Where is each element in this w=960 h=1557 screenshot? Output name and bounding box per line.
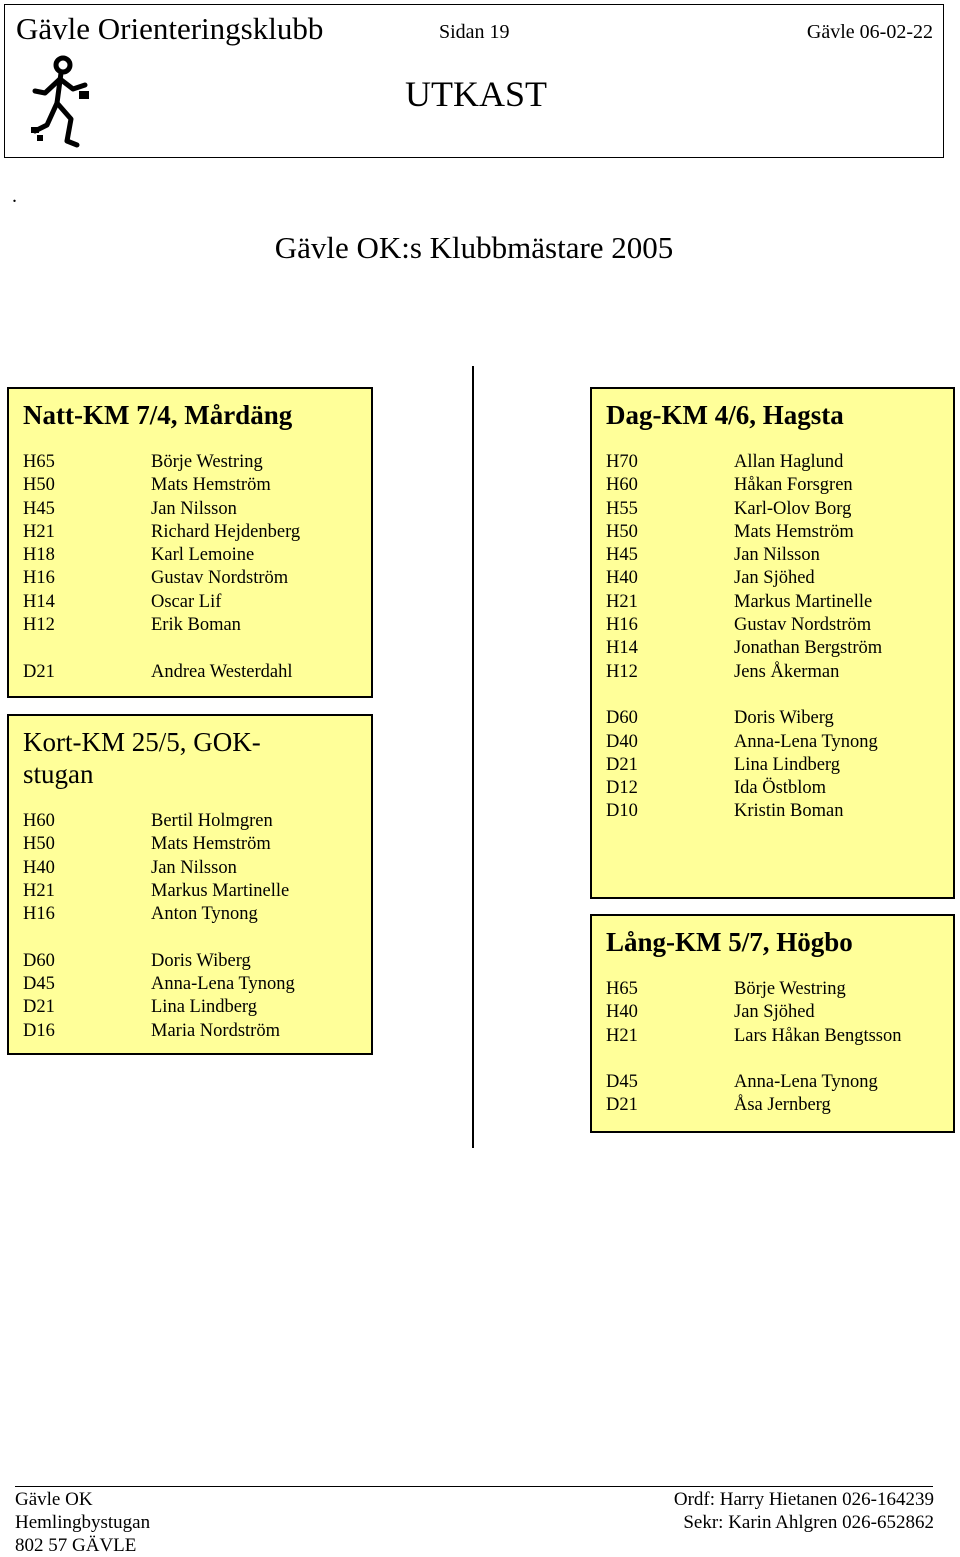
- class-label: H14: [23, 591, 55, 612]
- result-row: [606, 474, 939, 497]
- result-row: [606, 614, 939, 637]
- footer-location: Hemlingbystugan: [15, 1512, 151, 1533]
- winner-name: Anna-Lena Tynong: [734, 1072, 878, 1093]
- winner-name: Oscar Lif: [151, 591, 222, 612]
- column-divider: [472, 366, 474, 1148]
- natt-km-panel: [7, 387, 373, 698]
- club-name: Gävle Orienteringsklubb: [16, 11, 324, 46]
- winner-name: Richard Hejdenberg: [151, 521, 301, 542]
- winner-name: Doris Wiberg: [151, 950, 251, 971]
- winner-name: Börje Westring: [734, 979, 846, 999]
- result-row: [606, 544, 939, 567]
- class-label: D21: [23, 997, 55, 1018]
- winner-name: Jan Sjöhed: [734, 1002, 815, 1023]
- class-label: H21: [23, 880, 55, 901]
- result-row: [606, 800, 939, 823]
- result-row: [23, 498, 357, 521]
- result-row: [23, 591, 357, 614]
- winner-name: Jan Nilsson: [151, 498, 237, 519]
- result-row: [23, 880, 357, 903]
- winner-name: Jonathan Bergström: [734, 638, 883, 659]
- result-row: [606, 1001, 939, 1024]
- result-row: [606, 1071, 939, 1094]
- kort-km-heading: Kort-KM 25/5, GOK- stugan: [23, 727, 261, 789]
- winner-name: Markus Martinelle: [734, 591, 873, 612]
- class-label: H14: [606, 638, 638, 659]
- class-label: D40: [606, 731, 638, 752]
- result-row: [23, 661, 357, 684]
- class-label: H16: [606, 615, 638, 636]
- class-label: H16: [23, 904, 55, 925]
- winner-name: Anna-Lena Tynong: [151, 974, 295, 995]
- lang-km-heading: Lång-KM 5/7, Högbo: [606, 927, 853, 957]
- winner-name: Åsa Jernberg: [734, 1095, 831, 1116]
- winner-name: Gustav Nordström: [734, 615, 872, 636]
- winner-name: Anton Tynong: [151, 904, 258, 925]
- winner-name: Jan Nilsson: [734, 545, 820, 566]
- winner-name: Bertil Holmgren: [151, 811, 273, 831]
- lang-km-panel: [590, 914, 955, 1133]
- class-label: D10: [606, 801, 638, 822]
- page-number: Sidan 19: [439, 21, 510, 43]
- winner-name: Anna-Lena Tynong: [734, 731, 878, 752]
- class-label: D45: [606, 1072, 638, 1093]
- class-label: H12: [23, 615, 55, 636]
- dag-km-panel: [590, 387, 955, 899]
- result-row: [606, 637, 939, 660]
- class-label: H50: [23, 475, 55, 496]
- result-row: [23, 903, 357, 926]
- class-label: H12: [606, 661, 638, 682]
- winner-name: Allan Haglund: [734, 452, 844, 472]
- class-label: H65: [23, 452, 55, 472]
- class-label: H18: [23, 545, 55, 566]
- class-label: H45: [606, 545, 638, 566]
- class-label: H40: [23, 857, 55, 878]
- footer-club: Gävle OK: [15, 1489, 93, 1510]
- winner-name: Håkan Forsgren: [734, 475, 853, 496]
- winner-name: Gustav Nordström: [151, 568, 289, 589]
- result-row: [23, 996, 357, 1019]
- winner-name: Jens Åkerman: [734, 661, 840, 682]
- dag-km-heading: Dag-KM 4/6, Hagsta: [606, 400, 844, 430]
- result-row: [606, 777, 939, 800]
- result-row: [23, 614, 357, 637]
- header-date: Gävle 06-02-22: [806, 21, 933, 43]
- runner-logo-icon: [27, 55, 97, 155]
- class-label: H55: [606, 498, 638, 519]
- class-label: H70: [606, 452, 638, 472]
- class-label: H40: [606, 1002, 638, 1023]
- class-label: D60: [606, 708, 638, 729]
- winner-name: Mats Hemström: [734, 521, 854, 542]
- class-label: D12: [606, 778, 638, 799]
- winner-name: Doris Wiberg: [734, 708, 834, 729]
- winner-name: Andrea Westerdahl: [151, 661, 293, 682]
- row-gap: [23, 926, 357, 949]
- class-label: H21: [606, 1025, 638, 1046]
- stray-dot: .: [12, 185, 17, 207]
- result-row: [23, 810, 357, 833]
- winner-name: Kristin Boman: [734, 801, 844, 822]
- winner-name: Karl-Olov Borg: [734, 498, 852, 519]
- class-label: D45: [23, 974, 55, 995]
- result-row: [23, 857, 357, 880]
- winner-name: Erik Boman: [151, 615, 241, 636]
- winner-name: Mats Hemström: [151, 834, 271, 855]
- result-row: [23, 567, 357, 590]
- result-row: [606, 754, 939, 777]
- class-label: D21: [606, 1095, 638, 1116]
- result-row: [606, 661, 939, 684]
- winner-name: Markus Martinelle: [151, 880, 290, 901]
- result-row: [23, 544, 357, 567]
- class-label: H45: [23, 498, 55, 519]
- class-label: H65: [606, 979, 638, 999]
- result-row: [606, 451, 939, 474]
- winner-name: Börje Westring: [151, 452, 263, 472]
- class-label: H60: [23, 811, 55, 831]
- class-label: H60: [606, 475, 638, 496]
- result-row: [606, 1094, 939, 1117]
- row-gap: [23, 637, 357, 660]
- result-row: [606, 498, 939, 521]
- class-label: D21: [606, 754, 638, 775]
- result-row: [23, 451, 357, 474]
- result-row: [23, 1020, 357, 1043]
- winner-name: Ida Östblom: [734, 778, 826, 799]
- result-row: [606, 731, 939, 754]
- class-label: D16: [23, 1020, 55, 1041]
- footer-postcode: 802 57 GÄVLE: [15, 1535, 137, 1556]
- result-row: [606, 591, 939, 614]
- winner-name: Lina Lindberg: [151, 997, 258, 1018]
- row-gap: [606, 1048, 939, 1071]
- class-label: H50: [606, 521, 638, 542]
- result-row: [606, 521, 939, 544]
- footer-contacts: [674, 1488, 934, 1534]
- class-label: H50: [23, 834, 55, 855]
- class-label: H40: [606, 568, 638, 589]
- result-row: [606, 707, 939, 730]
- winner-name: Jan Nilsson: [151, 857, 237, 878]
- footer-secretary: Sekr: Karin Ahlgren 026-652862: [683, 1512, 934, 1533]
- class-label: D60: [23, 950, 55, 971]
- footer-chairman: Ordf: Harry Hietanen 026-164239: [673, 1489, 934, 1510]
- result-row: [606, 978, 939, 1001]
- header-box: [4, 4, 944, 158]
- kort-km-panel: [7, 714, 373, 1055]
- result-row: [23, 521, 357, 544]
- result-row: [23, 950, 357, 973]
- winner-name: Jan Sjöhed: [734, 568, 815, 589]
- result-row: [23, 833, 357, 856]
- footer-address: [15, 1488, 150, 1557]
- winner-name: Karl Lemoine: [151, 545, 255, 566]
- row-gap: [606, 684, 939, 707]
- winner-name: Lina Lindberg: [734, 754, 841, 775]
- class-label: H16: [23, 568, 55, 589]
- winner-name: Maria Nordström: [151, 1020, 280, 1041]
- footer-divider: [15, 1486, 933, 1487]
- winner-name: Mats Hemström: [151, 475, 271, 496]
- draft-label: UTKAST: [405, 74, 547, 114]
- class-label: D21: [23, 661, 55, 682]
- page-title: Gävle OK:s Klubbmästare 2005: [274, 230, 674, 265]
- result-row: [606, 1025, 939, 1048]
- natt-km-heading: Natt-KM 7/4, Mårdäng: [23, 400, 293, 430]
- class-label: H21: [606, 591, 638, 612]
- winner-name: Lars Håkan Bengtsson: [734, 1025, 902, 1046]
- result-row: [23, 474, 357, 497]
- result-row: [606, 567, 939, 590]
- class-label: H21: [23, 521, 55, 542]
- result-row: [23, 973, 357, 996]
